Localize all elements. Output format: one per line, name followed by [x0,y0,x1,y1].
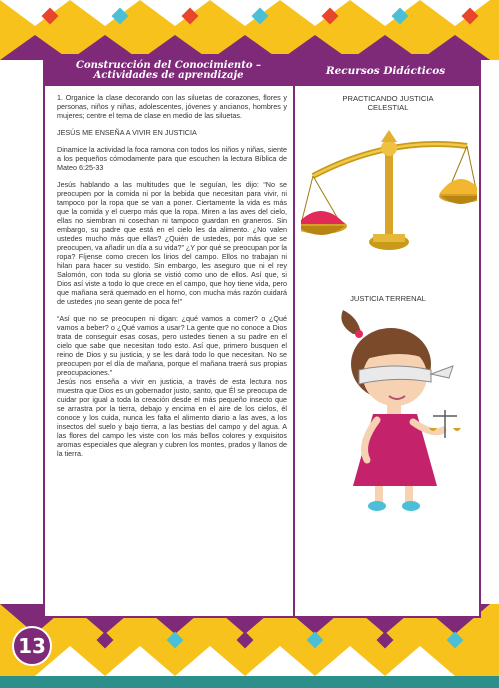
bible-reading-paragraph-2: “Así que no se preocupen ni digan: ¿qué vamos a comer? o ¿Qué vamos a beber? o ¿Qué vamos a usar? La gente que no conoce a Dios trata de conseguir esas cosas, pero ustedes tienen a su padre en el cielo que sabe que necesitan todo esto. Así que, primero busquen el reino de Dios y su justicia, y se les dará todo lo que necesitan. No se preocupen por el día de mañana, porque el mañana traerá sus propias preocupaciones.” [57,314,287,377]
bottom-teal-strip [0,676,499,688]
earthly-justice-label: JUSTICIA TERRENAL [350,294,426,303]
dynamic-paragraph: Dinamice la actividad la foca ramona con todos los niños y niñas, siente a los pequeños cómodamente para que escuchen la lectura Bíblica de Mateo 6:25-33 [57,145,287,172]
section-header [45,56,479,86]
top-decorative-band [0,0,499,60]
lesson-subtitle: JESÚS ME ENSEÑA A VIVIR EN JUSTICIA [57,128,197,137]
instruction-paragraph: 1. Organice la clase decorando con las siluetas de corazones, flores y personas, niños y niñas, adolescentes, jóvenes y ancianos, hombres y mujeres; centre el tema de clase en medio de las siluetas. [57,93,287,120]
resources-column [295,86,481,616]
content-frame [43,54,481,618]
golden-scale-illustration [301,116,477,266]
bible-reading-paragraph-1: Jesús hablando a las multitudes que le seguían, les dijo: “No se preocupen por la comida ni por la bebida que necesitan para vivir, ni tampoco por la ropa que se van a poner. Ciertamente la vida es más que la comida y el cuerpo más que la ropa. Miren a las aves del cielo, ellas no siembran ni cosechan ni tampoco guardan en graneros. Sin embargo, su padre que está en el cielo les da alimento. ¿No valen ustedes mucho más que ellas? ¿Quién de ustedes, por más que se preocupen, va añadir un día a su vida?” ¿Y por qué se preocupan por la ropa? Fíjense como crecen los lirios del campo. Ellos no trabajan ni hilan para hacer su vestido. Sin embargo, les aseguro que ni el rey Salomón, con toda su gloria se vistió como uno de ellos. Así que, si Dios así viste a todo lo que crece en el campo, que hoy tiene vida, pero que mañana será quemado en el horno, con mucha más razón cuidará de ustedes ¡no sean gente de poca fe!” [57,180,287,306]
lesson-explanation-paragraph: Jesús nos enseña a vivir en justicia, a través de esta lectura nos muestra que Dios es un gobernador justo, santo, que Él se preocupa de cuidar por igual a toda la creación desde el más pequeño insecto que se arrastra por la tierra, debajo y encima en el aire de los cielos, él conoce y los cuida, nunca les falta el alimento diario a las aves, a los insectos del suelo y bajo tierra, a las bestias del campo y del agua. A las flores del campo les viste con los más bellos colores y exquisitos aromas especiales que alegran y cubren los montes, prados y llanos de la tierra. [57,377,287,458]
page-number-badge: 13 [12,626,52,666]
activities-heading [45,56,292,86]
celestial-justice-label-line2: CELESTIAL [367,103,409,112]
resources-heading: Recursos Didácticos [325,65,446,77]
celestial-justice-label-line1: PRACTICANDO JUSTICIA [342,94,434,103]
activities-column [57,93,287,466]
celestial-justice-label [313,94,463,112]
blindfolded-girl-illustration [333,304,463,514]
activities-heading-line1: Construcción del Conocimiento – [76,60,261,71]
top-pattern [0,0,499,60]
activities-heading-line2: Actividades de aprendizaje [93,70,244,81]
